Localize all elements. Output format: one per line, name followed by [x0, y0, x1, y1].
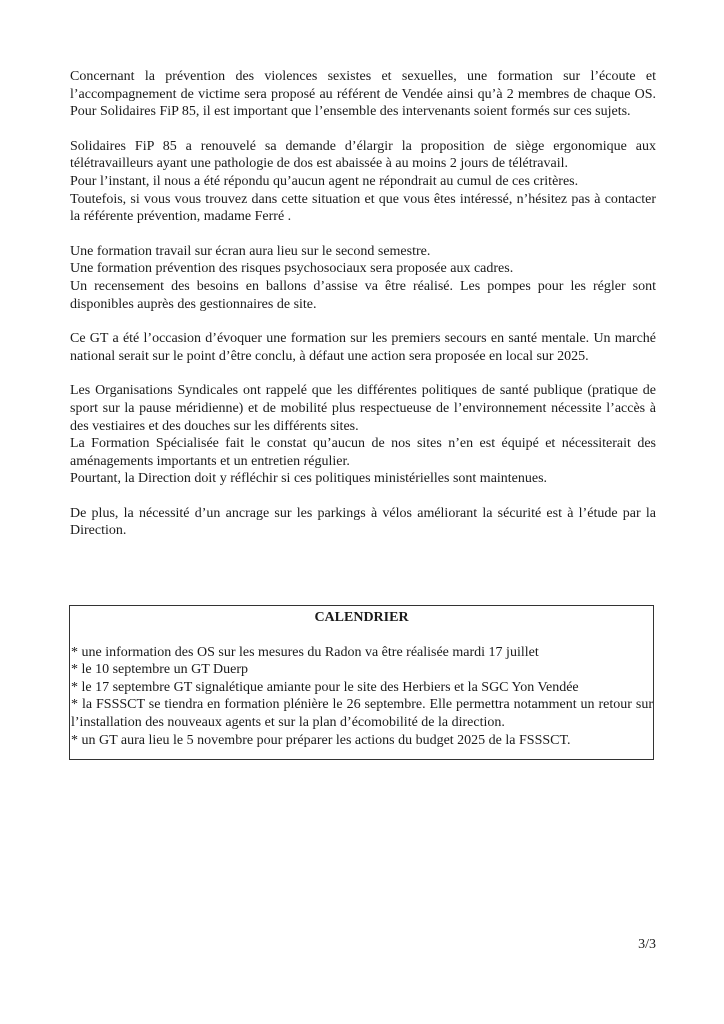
paragraph-line: Ce GT a été l’occasion d’évoquer une formation sur les premiers secours en santé mentale. Un marché national serait sur le point d’être conclu, à défaut une action sera proposée en local sur 2025.: [70, 331, 656, 364]
paragraph-ergonomic-seat: [70, 138, 656, 226]
calendar-item: * un GT aura lieu le 5 novembre pour préparer les actions du budget 2025 de la FSSSCT.: [71, 732, 571, 748]
calendar-item: * une information des OS sur les mesures du Radon va être réalisée mardi 17 juillet: [71, 644, 539, 660]
paragraph-trainings: [70, 243, 656, 313]
paragraph-vss-training: [70, 68, 656, 121]
paragraph-line: Solidaires FiP 85 a renouvelé sa demande d’élargir la proposition de siège ergonomique aux télétravailleurs ayant une pathologie de dos est abaissée à au moins 2 jours de télétravail.: [70, 138, 656, 172]
paragraph-line: Pourtant, la Direction doit y réfléchir si ces politiques ministérielles sont maintenues.: [70, 471, 548, 487]
paragraph-line: Une formation travail sur écran aura lieu sur le second semestre.: [70, 243, 431, 259]
paragraph-line: Toutefois, si vous vous trouvez dans cette situation et que vous êtes intéressé, n’hésitez pas à contacter la référente prévention, madame Ferré .: [70, 191, 656, 225]
paragraph-line: De plus, la nécessité d’un ancrage sur les parkings à vélos améliorant la sécurité est à l’étude par la Direction.: [70, 505, 656, 539]
paragraph-line: Les Organisations Syndicales ont rappelé que les différentes politiques de santé publique (pratique de sport sur la pause méridienne) et de mobilité plus respectueuse de l’environnement nécessite l’accès à des vestiaires et des douches sur les différents sites.: [70, 383, 656, 434]
paragraph-facilities: [70, 382, 656, 488]
paragraph-line: Pour l’instant, il nous a été répondu qu’aucun agent ne répondrait au cumul de ces critères.: [70, 173, 579, 189]
document-body: [70, 68, 656, 557]
paragraph-bike-parking: [70, 505, 656, 540]
calendar-title: CALENDRIER: [314, 610, 409, 625]
calendar-box: [69, 605, 654, 760]
paragraph-line: La Formation Spécialisée fait le constat qu’aucun de nos sites n’en est équipé et nécessiterait des aménagements importants et un entretien régulier.: [70, 436, 656, 469]
paragraph-line: Concernant la prévention des violences sexistes et sexuelles, une formation sur l’écoute et l’accompagnement de victime sera proposé au référent de Vendée ainsi qu’à 2 membres de chaque OS. Pour Solidaires FiP 85, il est important que l’ensemble des intervenants soient formés sur ces sujets.: [70, 69, 656, 120]
paragraph-line: Une formation prévention des risques psychosociaux sera proposée aux cadres.: [70, 261, 514, 277]
paragraph-mental-health: [70, 330, 656, 365]
calendar-item: * la FSSSCT se tiendra en formation plénière le 26 septembre. Elle permettra notamment un retour sur l’installation des nouveaux agents et sur la plan d’écomobilité de la direction.: [71, 697, 653, 730]
calendar-item: * le 10 septembre un GT Duerp: [71, 662, 249, 678]
paragraph-line: Un recensement des besoins en ballons d’assise va être réalisé. Les pompes pour les régler sont disponibles auprès des gestionnaires de site.: [70, 278, 656, 312]
page-number: 3/3: [638, 937, 656, 952]
calendar-item: * le 17 septembre GT signalétique amiante pour le site des Herbiers et la SGC Yon Vendée: [71, 679, 579, 695]
